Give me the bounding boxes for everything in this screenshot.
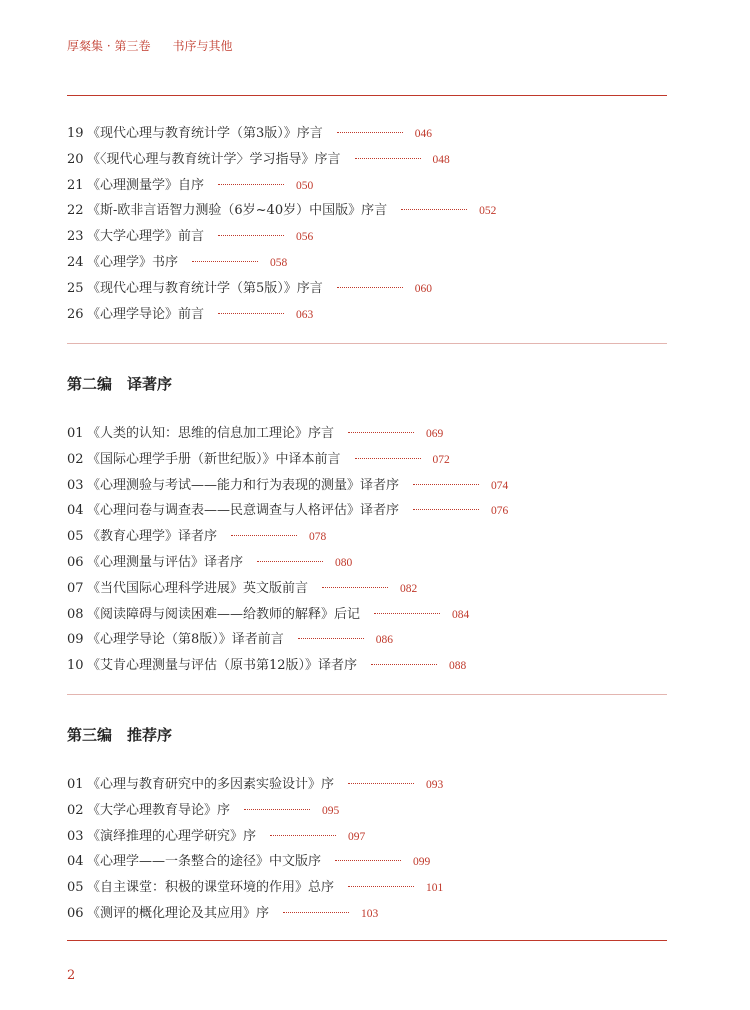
entry-page-number: 058: [270, 256, 288, 269]
toc-entry: [67, 772, 443, 798]
entry-number: 05: [67, 880, 84, 896]
toc-entry: [67, 447, 508, 473]
entry-page-number: 056: [296, 231, 314, 244]
entry-number: 02: [67, 802, 84, 818]
entry-page-number: 078: [309, 531, 327, 544]
entry-page-number: 093: [426, 779, 444, 791]
entry-title: 《人类的认知：思维的信息加工理论》序言: [87, 426, 335, 441]
toc-entry: [67, 524, 508, 550]
page-number: 2: [67, 968, 76, 983]
entry-title: 《教育心理学》译者序: [87, 529, 218, 545]
dot-leader: [337, 132, 403, 133]
entry-title: 《心理问卷与调查表——民意调查与人格评估》译者序: [87, 503, 400, 519]
entry-title: 《当代国际心理科学进展》英文版前言: [87, 580, 309, 596]
entry-page-number: 050: [296, 179, 314, 192]
entry-page-number: 099: [413, 856, 431, 869]
dot-leader: [335, 860, 401, 861]
entry-number: 22: [67, 203, 84, 219]
entry-number: 10: [67, 658, 84, 674]
entry-title: 《自主课堂：积极的课堂环境的作用》总序: [87, 880, 335, 896]
footer-rule: [67, 940, 667, 941]
dot-leader: [413, 509, 479, 510]
entry-number: 19: [67, 126, 84, 141]
entry-number: 26: [67, 306, 84, 322]
dot-leader: [348, 432, 414, 433]
toc-entry: [67, 121, 496, 147]
entry-page-number: 069: [426, 428, 444, 440]
toc-entry: [67, 498, 508, 524]
header-rule: [67, 95, 667, 96]
entry-number: 08: [67, 606, 84, 622]
entry-number: 06: [67, 905, 84, 921]
dot-leader: [244, 809, 310, 810]
volume-subtitle: 书序与其他: [172, 39, 233, 53]
entry-page-number: 080: [335, 556, 353, 569]
toc-entry: [67, 224, 496, 250]
toc-entry: [67, 798, 443, 824]
toc-list-part3: [67, 772, 443, 927]
entry-number: 02: [67, 451, 84, 467]
entry-number: 09: [67, 632, 84, 648]
toc-entry: [67, 627, 508, 653]
dot-leader: [270, 835, 336, 836]
entry-number: 01: [67, 426, 84, 441]
entry-page-number: 103: [361, 907, 379, 920]
entry-title: 《演绎推理的心理学研究》序: [87, 828, 257, 844]
entry-title: 《〈现代心理与教育统计学〉学习指导》序言: [87, 151, 341, 167]
section-heading-2: 第二编 译著序: [67, 375, 173, 393]
toc-entry: [67, 849, 443, 875]
entry-page-number: 046: [414, 128, 433, 140]
toc-entry: [67, 276, 496, 302]
entry-title: 《心理测量与评估》译者序: [87, 554, 244, 570]
book-title: 厚粲集 · 第三卷: [67, 39, 151, 53]
entry-page-number: 074: [491, 479, 509, 492]
entry-number: 23: [67, 229, 84, 245]
dot-leader: [374, 613, 440, 614]
dot-leader: [231, 535, 297, 536]
toc-entry: [67, 653, 508, 679]
entry-title: 《心理测量学》自序: [87, 177, 205, 193]
entry-page-number: 101: [426, 882, 444, 895]
dot-leader: [218, 313, 284, 314]
toc-list-part2: [67, 421, 508, 679]
toc-entry: [67, 901, 443, 927]
entry-title: 《心理学》书序: [87, 254, 179, 270]
entry-number: 03: [67, 828, 84, 844]
entry-title: 《心理测验与考试——能力和行为表现的测量》译者序: [87, 477, 400, 493]
toc-entry: [67, 550, 508, 576]
dot-leader: [322, 587, 388, 588]
dot-leader: [355, 158, 421, 159]
entry-title: 《测评的概化理论及其应用》序: [87, 905, 270, 921]
entry-title: 《现代心理与教育统计学（第3版）》序言: [87, 126, 323, 141]
section-divider: [67, 343, 667, 344]
entry-page-number: 052: [479, 205, 497, 218]
entry-number: 04: [67, 503, 84, 519]
dot-leader: [355, 458, 421, 459]
toc-entry: [67, 473, 508, 499]
entry-page-number: 097: [348, 830, 366, 843]
running-header: [67, 37, 232, 54]
entry-title: 《心理学导论》前言: [87, 306, 205, 322]
entry-title: 《艾肯心理测量与评估（原书第12版）》译者序: [87, 658, 358, 674]
section-heading-3: 第三编 推荐序: [67, 726, 173, 744]
entry-page-number: 076: [491, 505, 509, 518]
dot-leader: [218, 184, 284, 185]
toc-entry: [67, 147, 496, 173]
dot-leader: [192, 261, 258, 262]
entry-page-number: 088: [449, 660, 467, 673]
entry-number: 24: [67, 254, 84, 270]
toc-list-part1: [67, 121, 496, 327]
entry-page-number: 095: [322, 804, 340, 817]
entry-title: 《国际心理学手册（新世纪版）》中译本前言: [87, 451, 341, 467]
toc-entry: [67, 173, 496, 199]
dot-leader: [283, 912, 349, 913]
entry-title: 《心理与教育研究中的多因素实验设计》序: [87, 777, 335, 792]
entry-number: 06: [67, 554, 84, 570]
entry-title: 《阅读障碍与阅读困难——给教师的解释》后记: [87, 606, 361, 622]
dot-leader: [348, 886, 414, 887]
entry-page-number: 048: [432, 153, 450, 166]
dot-leader: [348, 783, 414, 784]
toc-entry: [67, 576, 508, 602]
entry-title: 《大学心理学》前言: [87, 229, 205, 245]
entry-page-number: 086: [375, 634, 394, 647]
entry-number: 04: [67, 854, 84, 870]
entry-number: 20: [67, 151, 84, 167]
entry-number: 03: [67, 477, 84, 493]
entry-title: 《斯-欧非言语智力测验（6岁~40岁）中国版》序言: [87, 203, 388, 219]
dot-leader: [218, 235, 284, 236]
dot-leader: [337, 287, 403, 288]
entry-page-number: 082: [400, 582, 418, 595]
dot-leader: [413, 484, 479, 485]
entry-number: 01: [67, 777, 84, 792]
dot-leader: [257, 561, 323, 562]
entry-number: 05: [67, 529, 84, 545]
entry-number: 25: [67, 280, 84, 296]
entry-title: 《心理学导论（第8版）》译者前言: [87, 632, 284, 648]
entry-title: 《大学心理教育导论》序: [87, 802, 231, 818]
entry-number: 21: [67, 177, 84, 193]
toc-entry: [67, 602, 508, 628]
toc-entry: [67, 875, 443, 901]
toc-entry: [67, 250, 496, 276]
entry-title: 《心理学——一条整合的途径》中文版序: [87, 854, 322, 870]
toc-entry: [67, 198, 496, 224]
dot-leader: [371, 664, 437, 665]
section-divider: [67, 694, 667, 695]
toc-entry: [67, 824, 443, 850]
entry-page-number: 072: [432, 453, 450, 466]
entry-title: 《现代心理与教育统计学（第5版）》序言: [87, 280, 323, 296]
entry-page-number: 084: [452, 608, 470, 621]
dot-leader: [298, 638, 364, 639]
entry-page-number: 060: [414, 282, 433, 295]
dot-leader: [401, 209, 467, 210]
toc-entry: [67, 421, 508, 447]
toc-entry: [67, 302, 496, 328]
entry-page-number: 063: [296, 308, 314, 321]
entry-number: 07: [67, 580, 84, 596]
